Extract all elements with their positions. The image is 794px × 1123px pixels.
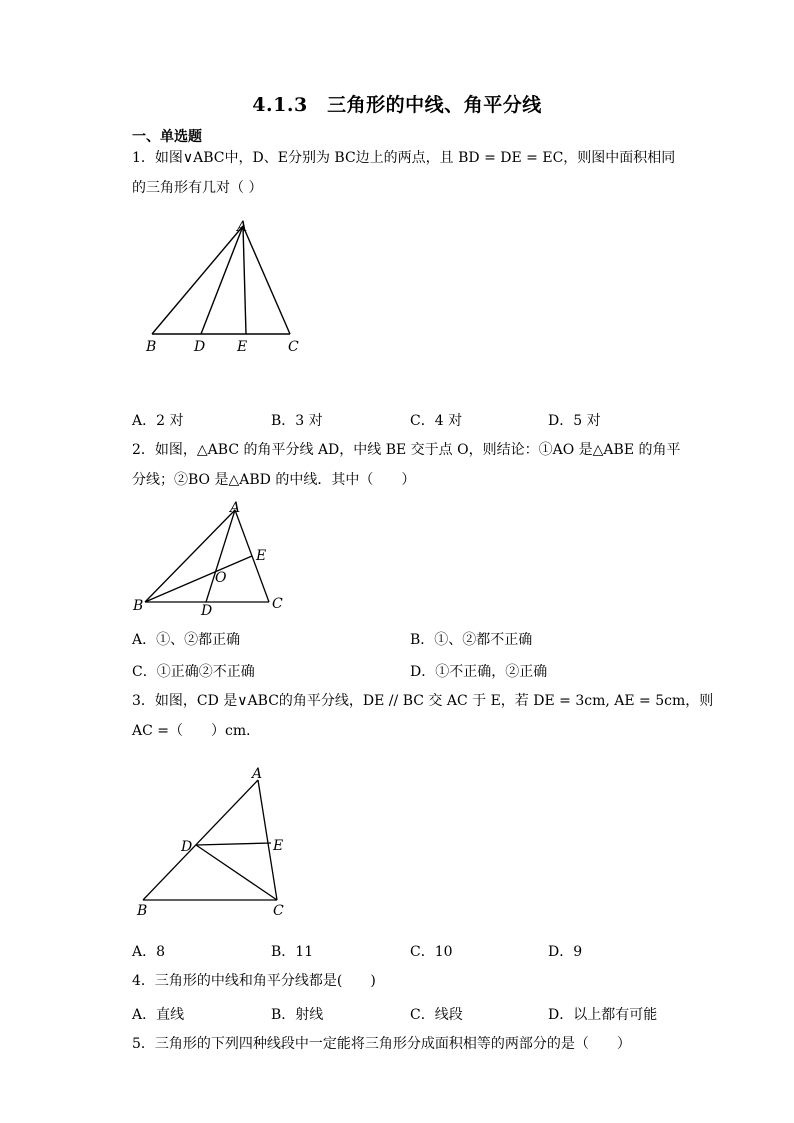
- q1-option-b: B．3 对: [271, 413, 323, 429]
- q2-label-c: C: [272, 596, 283, 612]
- q2-side-ab: [145, 510, 235, 602]
- q3-label-b: B: [137, 903, 148, 919]
- q1-label-c: C: [288, 339, 299, 355]
- section-heading: 一、单选题: [132, 129, 202, 145]
- q3-text-line1: 3．如图，CD 是∨ABC的角平分线，DE // BC 交 AC 于 E，若 DE = 3cm, AE = 5cm，则: [132, 693, 714, 709]
- q2-median-be: [145, 556, 252, 602]
- q2-label-b: B: [133, 598, 144, 614]
- q1-option-c: C．4 对: [410, 413, 463, 429]
- q4-option-b: B．射线: [271, 1007, 324, 1023]
- q1-side-ab: [152, 226, 243, 334]
- q3-text-line2: AC =（ ）cm．: [132, 723, 261, 739]
- q3-side-ab: [143, 780, 258, 900]
- q4-option-a: A．直线: [132, 1007, 185, 1023]
- q3-option-c: C．10: [410, 944, 453, 960]
- q3-option-a: A．8: [132, 944, 166, 960]
- q2-option-b: B．①、②都不正确: [410, 632, 533, 648]
- q2-label-a: A: [230, 500, 241, 516]
- q3-bisector-cd: [196, 845, 277, 900]
- q3-segment-de: [196, 843, 271, 845]
- q1-option-a: A．2 对: [132, 413, 184, 429]
- q1-label-b: B: [146, 339, 157, 355]
- q5-text-line1: 5．三角形的下列四种线段中一定能将三角形分成面积相等的两部分的是（ ）: [132, 1036, 631, 1052]
- q2-text-line2: 分线；②BO 是△ABD 的中线．其中（ ）: [132, 472, 416, 488]
- q2-label-d: D: [201, 603, 213, 619]
- q1-label-d: D: [194, 339, 206, 355]
- q1-text-line2: 的三角形有几对（ ）: [132, 180, 263, 196]
- q1-label-e: E: [237, 339, 248, 355]
- q2-option-d: D．①不正确，②正确: [410, 664, 548, 680]
- q2-text-line1: 2．如图，△ABC 的角平分线 AD，中线 BE 交于点 O，则结论：①AO 是△ABE 的角平: [132, 442, 681, 458]
- q3-option-b: B．11: [271, 944, 314, 960]
- q3-label-a: A: [252, 766, 263, 782]
- q3-label-c: C: [273, 903, 284, 919]
- q2-label-e: E: [256, 548, 267, 564]
- q1-segment-ae: [243, 226, 246, 334]
- q3-figure: [130, 762, 300, 922]
- q2-label-o: O: [215, 570, 227, 586]
- q3-label-e: E: [273, 838, 284, 854]
- q1-side-ac: [243, 226, 290, 334]
- q3-label-d: D: [181, 839, 193, 855]
- q2-figure: [128, 498, 298, 620]
- q2-option-a: A．①、②都正确: [132, 632, 241, 648]
- q1-figure: [140, 214, 320, 364]
- q1-label-a: A: [237, 219, 248, 235]
- page-title: 4.1.3 三角形的中线、角平分线: [252, 94, 542, 116]
- q1-option-d: D．5 对: [548, 413, 601, 429]
- q4-option-c: C．线段: [410, 1007, 463, 1023]
- q1-segment-ad: [201, 226, 243, 334]
- q2-option-c: C．①正确②不正确: [132, 664, 255, 680]
- q4-text-line1: 4．三角形的中线和角平分线都是( ): [132, 973, 376, 989]
- q1-text-line1: 1．如图∨ABC中，D、E分别为 BC边上的两点，且 BD = DE = EC，则图中面积相同: [132, 150, 676, 166]
- q2-bisector-ad: [206, 510, 235, 602]
- q3-option-d: D．9: [548, 944, 583, 960]
- q4-option-d: D．以上都有可能: [548, 1007, 658, 1023]
